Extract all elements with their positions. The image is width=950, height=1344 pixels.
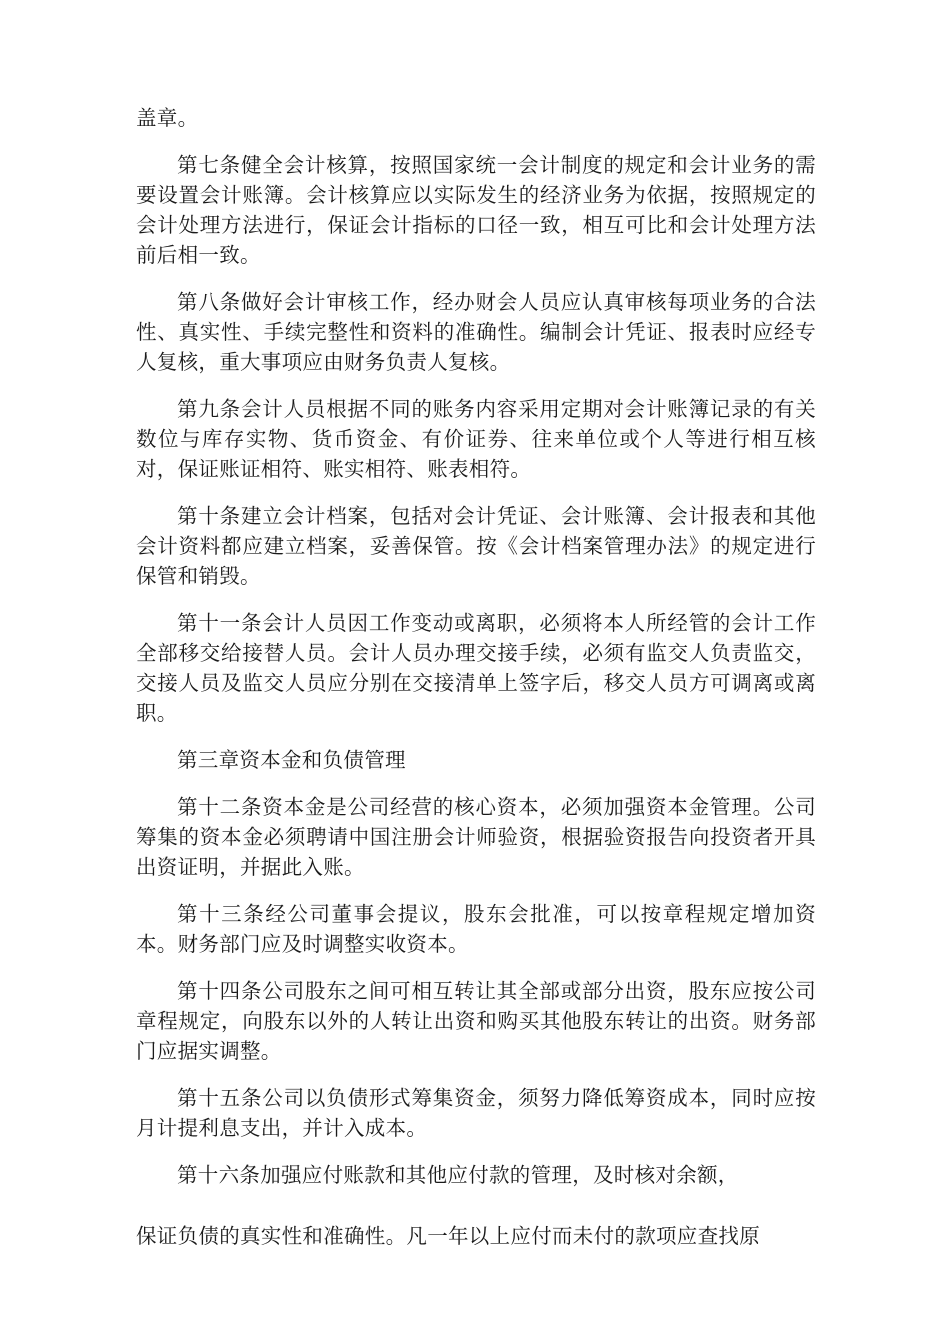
paragraph-article-9: 第九条会计人员根据不同的账务内容采用定期对会计账簿记录的有关数位与库存实物、货币资金、有价证券、往来单位或个人等进行相互核对，保证账证相符、账实相符、账表相符。 xyxy=(136,397,816,481)
paragraph-article-12: 第十二条资本金是公司经营的核心资本，必须加强资本金管理。公司筹集的资本金必须聘请中国注册会计师验资，根据验资报告向投资者开具出资证明，并据此入账。 xyxy=(136,795,816,879)
paragraph-continuation: 盖章。 xyxy=(136,106,199,130)
paragraph-article-16-continued: 保证负债的真实性和准确性。凡一年以上应付而未付的款项应查找原 xyxy=(136,1224,760,1248)
paragraph-article-14: 第十四条公司股东之间可相互转让其全部或部分出资，股东应按公司章程规定，向股东以外的人转让出资和购买其他股东转让的出资。财务部门应据实调整。 xyxy=(136,979,816,1063)
chapter-heading: 第三章资本金和负债管理 xyxy=(177,748,406,772)
paragraph-article-8: 第八条做好会计审核工作，经办财会人员应认真审核每项业务的合法性、真实性、手续完整性和资料的准确性。编制会计凭证、报表时应经专人复核，重大事项应由财务负责人复核。 xyxy=(136,290,816,374)
paragraph-article-16: 第十六条加强应付账款和其他应付款的管理，及时核对余额， xyxy=(177,1163,739,1187)
paragraph-article-15: 第十五条公司以负债形式筹集资金，须努力降低筹资成本，同时应按月计提利息支出，并计入成本。 xyxy=(136,1086,816,1140)
paragraph-article-11: 第十一条会计人员因工作变动或离职，必须将本人所经管的会计工作全部移交给接替人员。会计人员办理交接手续，必须有监交人负责监交，交接人员及监交人员应分别在交接清单上签字后，移交人员方可调离或离职。 xyxy=(136,611,816,725)
paragraph-article-7: 第七条健全会计核算，按照国家统一会计制度的规定和会计业务的需要设置会计账簿。会计核算应以实际发生的经济业务为依据，按照规定的会计处理方法进行，保证会计指标的口径一致，相互可比和会计处理方法前后相一致。 xyxy=(136,153,816,267)
paragraph-article-13: 第十三条经公司董事会提议，股东会批准，可以按章程规定增加资本。财务部门应及时调整实收资本。 xyxy=(136,902,816,956)
document-page xyxy=(136,103,816,1268)
paragraph-article-10: 第十条建立会计档案，包括对会计凭证、会计账簿、会计报表和其他会计资料都应建立档案，妥善保管。按《会计档案管理办法》的规定进行保管和销毁。 xyxy=(136,504,816,588)
